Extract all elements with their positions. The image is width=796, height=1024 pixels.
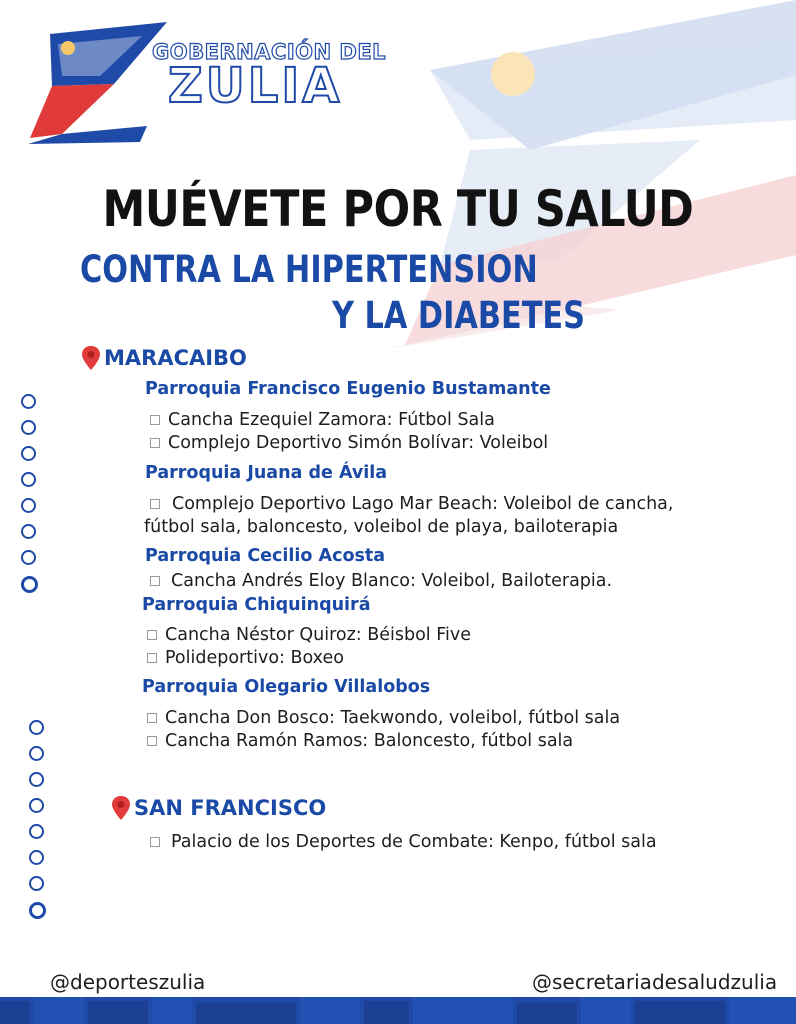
list-item: Palacio de los Deportes de Combate: Kenpo, fútbol sala: [150, 832, 657, 852]
parish-heading: Parroquia Chiquinquirá: [142, 595, 371, 615]
z-emblem-icon: [22, 14, 172, 144]
footer-handle-left: @deporteszulia: [50, 970, 206, 994]
main-title: MUÉVETE POR TU SALUD: [102, 180, 694, 238]
bullet-icon: [150, 499, 160, 509]
circle-icon: [29, 772, 44, 787]
list-item: Complejo Deportivo Simón Bolívar: Voleibol: [150, 433, 548, 453]
circle-icon: [21, 524, 36, 539]
location-pin-icon: [82, 346, 100, 370]
circle-icon: [29, 746, 44, 761]
list-item: Cancha Andrés Eloy Blanco: Voleibol, Bailoterapia.: [150, 571, 612, 591]
parish-heading: Parroquia Juana de Ávila: [145, 463, 388, 483]
circle-icon: [29, 798, 44, 813]
circle-icon: [21, 394, 36, 409]
parish-heading: Parroquia Olegario Villalobos: [142, 677, 431, 697]
bullet-icon: [150, 576, 160, 586]
list-item: Cancha Néstor Quiroz: Béisbol Five: [147, 625, 471, 645]
circle-icon: [29, 720, 44, 735]
bullet-icon: [147, 653, 157, 663]
logo-text-line2: ZULIA: [168, 58, 343, 114]
city-name: MARACAIBO: [104, 346, 247, 370]
city-name: SAN FRANCISCO: [134, 796, 327, 820]
bullet-icon: [150, 415, 160, 425]
bullet-icon: [147, 713, 157, 723]
circle-icon: [21, 420, 36, 435]
circle-icon: [21, 498, 36, 513]
bullet-icon: [147, 630, 157, 640]
footer-handle-right: @secretariadesaludzulia: [532, 970, 778, 994]
circle-icon: [29, 876, 44, 891]
bullet-icon: [147, 736, 157, 746]
circle-icon: [21, 446, 36, 461]
parish-heading: Parroquia Francisco Eugenio Bustamante: [145, 379, 551, 399]
circle-icon: [29, 824, 44, 839]
bullet-icon: [150, 837, 160, 847]
subtitle-line1: CONTRA LA HIPERTENSION: [80, 248, 538, 291]
footer-bar: [0, 997, 796, 1024]
list-item: Cancha Ezequiel Zamora: Fútbol Sala: [150, 410, 495, 430]
logo-text-line1: GOBERNACIÓN DEL: [152, 40, 387, 64]
location-pin-icon: [112, 796, 130, 820]
list-item: Polideportivo: Boxeo: [147, 648, 344, 668]
list-item-continuation: fútbol sala, baloncesto, voleibol de playa, bailoterapia: [144, 517, 619, 537]
list-item: Cancha Don Bosco: Taekwondo, voleibol, fútbol sala: [147, 708, 620, 728]
city-maracaibo: [82, 346, 247, 370]
subtitle-line2: Y LA DIABETES: [332, 294, 585, 337]
circle-icon: [29, 850, 44, 865]
bullet-icon: [150, 438, 160, 448]
circle-icon: [21, 550, 36, 565]
city-san-francisco: [112, 796, 326, 820]
parish-heading: Parroquia Cecilio Acosta: [145, 546, 386, 566]
circle-icon: [29, 902, 46, 919]
circle-icon: [21, 576, 38, 593]
list-item: Complejo Deportivo Lago Mar Beach: Voleibol de cancha,: [150, 494, 673, 514]
list-item: Cancha Ramón Ramos: Baloncesto, fútbol sala: [147, 731, 573, 751]
circle-icon: [21, 472, 36, 487]
